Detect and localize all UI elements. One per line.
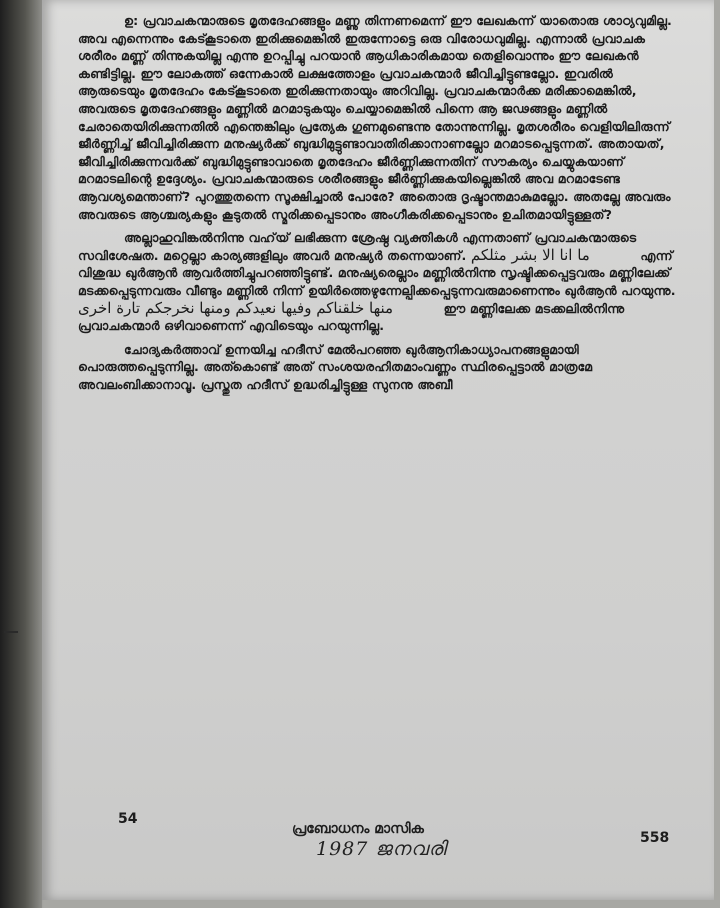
arabic-quote-1: ما انا الا بشر مثلكم (470, 245, 590, 264)
paragraph-2-text-b: എന്ന് വിശുദ്ധ ഖുർആൻ ആവർത്തിച്ചുപറഞ്ഞിട്ടുണ്ട്. മനുഷ്യരെല്ലാം മണ്ണിൽനിന്നു സൃഷ്ടിക്കപ്പെട്ടവരും മണ്ണിലേക്ക് മടക്കപ്പെടുന്നവരും വീണ്ടും മണ്ണിൽ നിന്ന് ഉയിർത്തെഴുന്നേല്പിക്കപ്പെടുന്നവരുമാണെന്നും ഖുർആൻ പറയുന്നു. (78, 247, 676, 298)
page-number-right: 558 (640, 830, 670, 846)
magazine-title: പ്രബോധനം മാസിക (292, 821, 424, 837)
paragraph-2-text-c: ഈ മണ്ണിലേക്ക മടക്കലിൽനിന്നു പ്രവാചകന്മാർ ഒഴിവാണെന്ന് എവിടെയും പറയുന്നില്ല. (78, 300, 625, 334)
page-number-left: 54 (118, 811, 138, 827)
margin-dash-mark (4, 631, 18, 633)
handwritten-date-note: 1987 ജനവരി (316, 838, 447, 860)
answer-paragraph-3: ചോദ്യകർത്താവ് ഉന്നയിച്ച ഹദീസ് മേൽപറഞ്ഞ ഖുർആനികാധ്യാപനങ്ങളുമായി പൊരുത്തപ്പെടുന്നില്ല. അത്കൊണ്ട് അത് സംശയരഹിതമാംവണ്ണം സ്ഥിരപ്പെട്ടാൽ മാത്രമേ അവലംബിക്കാനാവൂ. പ്രസ്തുത ഹദീസ് ഉദ്ധരിച്ചിട്ടുള്ള സുനനു അബീ (78, 341, 593, 392)
article-body (78, 12, 678, 399)
arabic-quote-2: منها خلقناكم وفيها نعيدكم ومنها نخرجكم تارة اخرى (78, 298, 394, 317)
book-spine-shadow (0, 0, 42, 908)
magazine-page (42, 0, 714, 900)
answer-paragraph-1: ഉ: പ്രവാചകന്മാരുടെ മൃതദേഹങ്ങളും മണ്ണു തിന്നണമെന്ന് ഈ ലേഖകന്ന് യാതൊരു ശാഠ്യവുമില്ല. അവ എന്നെന്നും കേട്കൂടാതെ ഇരിക്കുമെങ്കിൽ ഇരുന്നോട്ടെ ഒരു വിരോധവുമില്ല. എന്നാൽ പ്രവാചക ശരീരം മണ്ണ് തിന്നുകയില്ല എന്നു ഉറപ്പിച്ചു പറയാൻ ആധികാരികമായ തെളിവൊന്നും ഈ ലേഖകൻ കണ്ടിട്ടില്ല. ഈ ലോകത്ത് ഒന്നേകാൽ ലക്ഷത്തോളം പ്രവാചകന്മാർ ജീവിച്ചിട്ടുണ്ടല്ലോ. ഇവരിൽ ആരുടെയും മൃതദേഹം കേട്കൂടാതെ ഇരിക്കുന്നതായും അറിവില്ല. പ്രവാചകന്മാർക്ക മരിക്കാമെങ്കിൽ, അവരുടെ മൃതദേഹങ്ങളും മണ്ണിൽ മറമാടുകയും ചെയ്യാമെങ്കിൽ പിന്നെ ആ ജഢങ്ങളും മണ്ണിൽ ചേരാതെയിരിക്കുന്നതിൽ എന്തെങ്കിലും പ്രത്യേക ഗുണമുണ്ടെന്നു തോന്നുന്നില്ല. മൃതശരീരം വെളിയിലിരുന്ന് ജീർണ്ണിച്ച് ജീവിച്ചിരിക്കുന്ന മനുഷ്യർക്ക് ബുദ്ധിമുട്ടുണ്ടാവാതിരിക്കാനാണല്ലോ മറമാടപ്പെടുന്നത്. അതായത്, ജീവിച്ചിരിക്കുന്നവർക്ക് ബുദ്ധിമുട്ടുണ്ടാവാതെ മൃതദേഹം ജീർണ്ണിക്കുന്നതിന് സൗകര്യം ചെയ്യുകയാണ് മറമാടലിന്റെ ഉദ്ദേശ്യം. പ്രവാചകന്മാരുടെ ശരീരങ്ങളും ജീർണ്ണിക്കുകയില്ലെങ്കിൽ അവ മറമാടേണ്ട ആവശ്യമെന്താണ്? പുറത്തുതന്നെ സൂക്ഷിച്ചാൽ പോരേ? അതൊരു ദൃഷ്ടാന്തമാകുമല്ലോ. അതല്ലേ അവരും അവരുടെ ആശ്ചര്യകളും കൂടുതൽ സ്മരിക്കപ്പെടാനും അംഗീകരിക്കപ്പെടാനും ഉചിതമായിട്ടുള്ളത്? (78, 13, 672, 222)
answer-paragraph-2 (78, 229, 678, 335)
paragraph-2-text-a: അല്ലാഹുവിങ്കൽനിന്നു വഹ്‌യ് ലഭിക്കുന്ന ശ്രേഷ്ഠ വ്യക്തികൾ എന്നതാണ് പ്രവാചകന്മാരുടെ സവിശേഷത. മറ്റെല്ലാ കാര്യങ്ങളിലും അവർ മനുഷ്യർ തന്നെയാണ്. (78, 230, 637, 263)
